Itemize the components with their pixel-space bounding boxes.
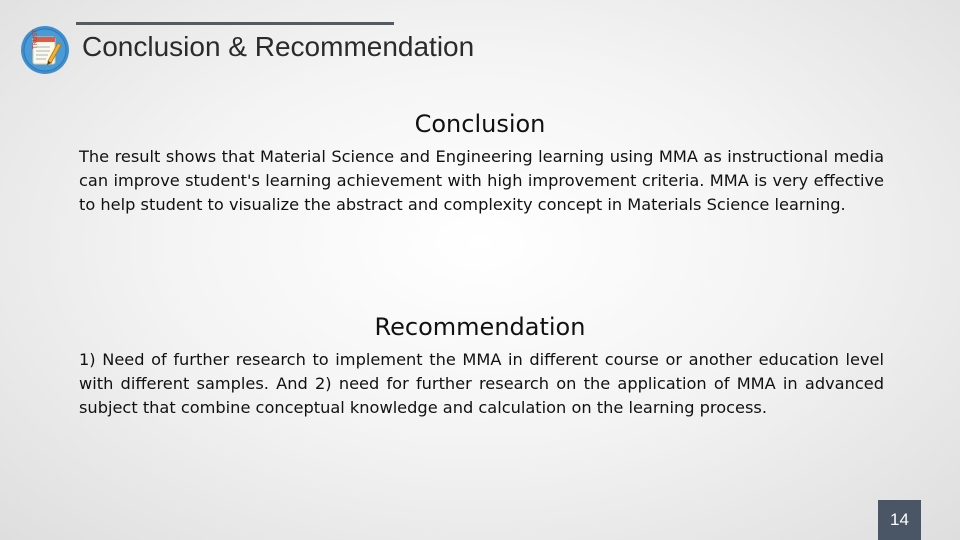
conclusion-heading: Conclusion [414,110,546,138]
notepad-pencil-icon [20,25,70,75]
recommendation-paragraph: 1) Need of further research to implement the MMA in different course or another education level with different samples. And 2) need for further research on the application of MMA in advanced subject that combine conceptual knowledge and calculation on the learning process. [79,350,884,417]
slide-title: Conclusion & Recommendation [82,31,475,62]
conclusion-paragraph: The result shows that Material Science and Engineering learning using MMA as instructional media can improve student's learning achievement with high improvement criteria. MMA is very effective to help student to visualize the abstract and complexity concept in Materials Science learning. [79,147,884,214]
logo-text: TRUST [32,29,39,49]
page-number-badge: 14 [878,500,921,540]
title-top-rule [76,22,394,25]
recommendation-heading: Recommendation [374,313,586,341]
